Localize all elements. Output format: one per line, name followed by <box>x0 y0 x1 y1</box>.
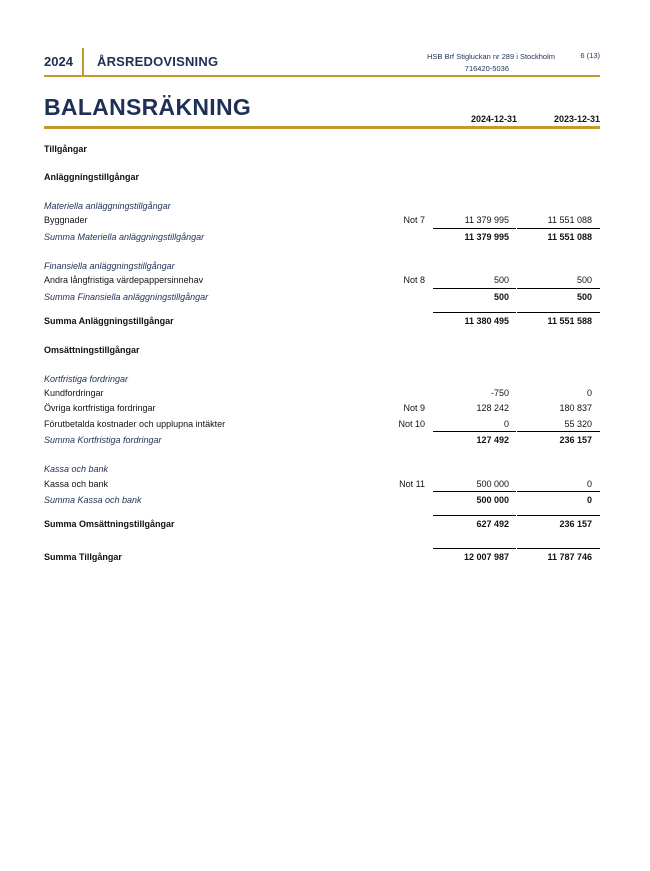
row-label: Andra långfristiga värdepappersinnehav <box>44 275 204 285</box>
sum-rule <box>433 515 516 516</box>
header-year: 2024 <box>44 54 73 69</box>
row-label: Anläggningstillgångar <box>44 172 140 182</box>
value-2023: 0 <box>586 479 592 489</box>
row-label: Summa Finansiella anläggningstillgångar <box>44 292 209 302</box>
value-2024: 127 492 <box>476 435 509 445</box>
table-row <box>44 401 600 415</box>
table-row <box>44 213 600 227</box>
column-header-2024: 2024-12-31 <box>470 114 517 124</box>
value-2024: 500 000 <box>476 479 509 489</box>
sum-rule <box>433 312 516 313</box>
value-2023: 180 837 <box>559 403 592 413</box>
sum-rule <box>433 288 516 289</box>
value-2023: 236 157 <box>559 435 592 445</box>
value-2023: 236 157 <box>559 519 592 529</box>
row-label: Kundfordringar <box>44 388 104 398</box>
table-row <box>44 273 600 287</box>
value-2024: 627 492 <box>476 519 509 529</box>
row-label: Byggnader <box>44 215 88 225</box>
org-number: 716420-5036 <box>464 64 509 73</box>
row-label: Tillgångar <box>44 144 87 154</box>
row-label: Kassa och bank <box>44 479 109 489</box>
row-label: Finansiella anläggningstillgångar <box>44 261 175 271</box>
page-number: 6 (13) <box>580 51 600 60</box>
table-row <box>44 433 600 447</box>
row-label: Omsättningstillgångar <box>44 345 140 355</box>
org-name: HSB Brf Stigluckan nr 289 i Stockholm <box>427 52 555 61</box>
table-row <box>44 417 600 431</box>
header-rule <box>44 75 600 77</box>
value-2023: 0 <box>586 388 592 398</box>
sum-rule <box>517 491 600 492</box>
value-2024: 0 <box>503 419 509 429</box>
table-row <box>44 259 600 273</box>
row-label: Förutbetalda kostnader och upplupna intäkter <box>44 419 226 429</box>
value-2024: 12 007 987 <box>463 552 509 562</box>
value-2023: 55 320 <box>564 419 592 429</box>
row-note: Not 7 <box>403 215 425 225</box>
value-2023: 11 551 088 <box>547 232 592 242</box>
row-label: Kortfristiga fordringar <box>44 374 129 384</box>
value-2024: -750 <box>490 388 509 398</box>
row-note: Not 10 <box>398 419 425 429</box>
sum-rule <box>433 431 516 432</box>
row-label: Summa Tillgångar <box>44 552 122 562</box>
table-row <box>44 142 600 156</box>
table-row <box>44 170 600 184</box>
row-label: Summa Materiella anläggningstillgångar <box>44 232 205 242</box>
value-2024: 500 000 <box>476 495 509 505</box>
value-2024: 11 379 995 <box>464 232 509 242</box>
header-separator <box>82 48 84 76</box>
row-label: Summa Kortfristiga fordringar <box>44 435 162 445</box>
sum-rule <box>517 228 600 229</box>
row-label: Summa Omsättningstillgångar <box>44 519 175 529</box>
sum-rule <box>517 431 600 432</box>
page-title: BALANSRÄKNING <box>44 94 252 120</box>
value-2024: 500 <box>493 292 509 302</box>
table-row <box>44 493 600 507</box>
value-2023: 11 787 746 <box>547 552 592 562</box>
value-2023: 0 <box>586 495 592 505</box>
row-label: Materiella anläggningstillgångar <box>44 201 171 211</box>
row-label: Summa Anläggningstillgångar <box>44 316 174 326</box>
row-label: Kassa och bank <box>44 464 109 474</box>
table-row <box>44 199 600 213</box>
value-2024: 11 380 495 <box>464 316 509 326</box>
row-note: Not 8 <box>403 275 425 285</box>
value-2023: 11 551 588 <box>547 316 592 326</box>
table-row <box>44 517 600 531</box>
header-organization <box>335 51 555 75</box>
table-row <box>44 290 600 304</box>
table-row <box>44 372 600 386</box>
sum-rule <box>433 548 516 549</box>
table-row <box>44 230 600 244</box>
sum-rule <box>433 228 516 229</box>
sum-rule <box>517 515 600 516</box>
row-label: Övriga kortfristiga fordringar <box>44 403 156 413</box>
value-2024: 500 <box>493 275 509 285</box>
sum-rule <box>517 548 600 549</box>
title-rule <box>44 126 600 129</box>
sum-rule <box>433 491 516 492</box>
sum-rule <box>517 312 600 313</box>
column-header-2023: 2023-12-31 <box>553 114 600 124</box>
table-row <box>44 462 600 476</box>
value-2023: 11 551 088 <box>547 215 592 225</box>
table-row <box>44 477 600 491</box>
value-2024: 11 379 995 <box>464 215 509 225</box>
sum-rule <box>517 288 600 289</box>
table-row <box>44 386 600 400</box>
table-row <box>44 314 600 328</box>
row-note: Not 11 <box>399 479 425 489</box>
row-note: Not 9 <box>403 403 425 413</box>
value-2023: 500 <box>576 292 592 302</box>
value-2024: 128 242 <box>476 403 509 413</box>
table-row <box>44 343 600 357</box>
value-2023: 500 <box>576 275 592 285</box>
header-title: ÅRSREDOVISNING <box>97 54 219 69</box>
table-row <box>44 550 600 564</box>
row-label: Summa Kassa och bank <box>44 495 142 505</box>
